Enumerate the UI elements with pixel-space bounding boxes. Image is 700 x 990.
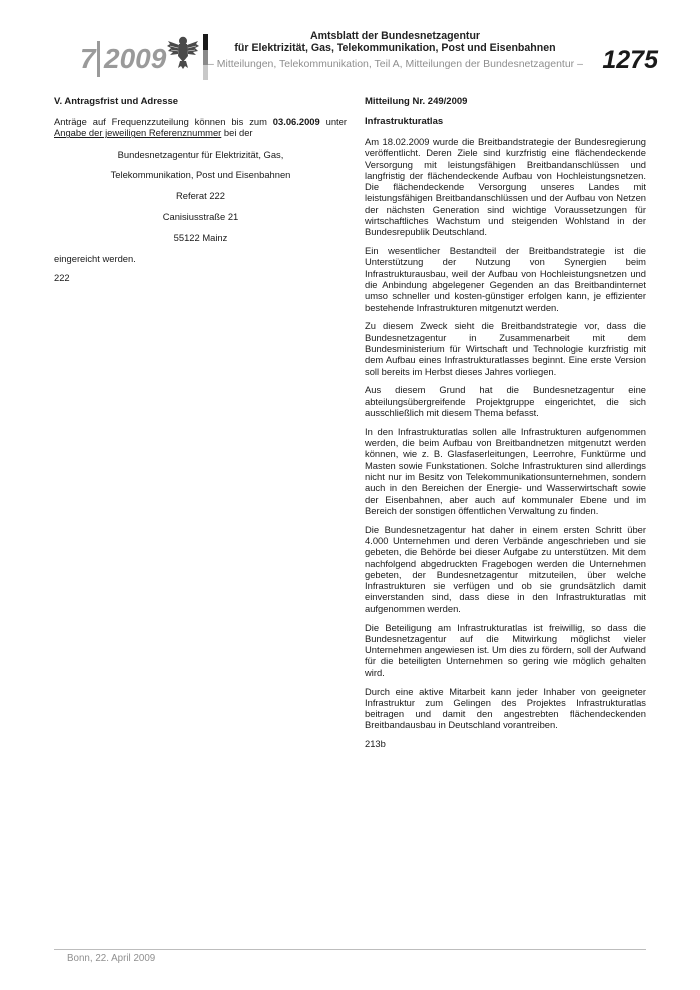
reference-code: 213b	[365, 738, 386, 750]
deadline-date: 03.06.2009	[272, 116, 320, 127]
body-paragraph: Ein wesentlicher Bestandteil der Breitbandstrategie ist die Unterstützung der Nutzung von Synergien beim Infrastrukturausbau, weil der Aufbau von Hochleistungsnetzen und die Anbindung abgelegener Gegenden an das Breitbandinternet umso schneller und kosten-günstiger erfolgen kann, je effizienter bestehende Infrastrukturen mitgenutzt werden.	[365, 245, 646, 313]
section-heading: V. Antragsfrist und Adresse	[54, 96, 179, 107]
issue-divider	[97, 41, 100, 77]
intro-mid: unter	[325, 116, 347, 127]
right-column	[365, 96, 646, 758]
address-line: Canisiusstraße 21	[162, 210, 239, 222]
left-column	[54, 96, 347, 291]
body-paragraph: In den Infrastrukturatlas sollen alle Infrastrukturen aufgenommen werden, die beim Aufbau von Breitbandnetzen mitgenutzt werden können, wie z. B. Glasfaserleitungen, Leerrohre, Funktürme und Masten sowie Funkstationen. Solche Infrastrukturen sind allerdings nicht nur im Besitz von Telekommunikationsunternehmen, sondern auch in den Bereichen der Energie- und Wasserwirtschaft sowie der Eisenbahnen, aber auch auf kommunaler Ebene und im Bereich der sonstigen öffentlichen Verwaltung zu finden.	[365, 425, 646, 516]
federal-eagle-icon	[166, 32, 200, 70]
flag-bars	[203, 34, 208, 80]
closing-text: eingereicht werden.	[54, 252, 136, 264]
gazette-subtitle: – Mitteilungen, Telekommunikation, Teil A, Mitteilungen der Bundesnetzagentur –	[208, 58, 583, 70]
application-intro	[54, 116, 347, 139]
address-line: Telekommunikation, Post und Eisenbahnen	[110, 169, 291, 181]
body-paragraph: Am 18.02.2009 wurde die Breitbandstrategie der Bundesregierung veröffentlicht. Deren Ziele sind kurzfristig eine flächendeckende Versorgung mit leistungsfähigen Breitbandanschlüssen und langfristig der flächendeckende Aufbau von Hochleistungsnetzen. Die flächendeckende Versorgung unseres Landes mit leistungsfähigen Breitbandanschlüssen und der Aufbau von Netzen der nächsten Generation sind wichtige Voraussetzungen für wirtschaftliches Wachstum und steigenden Wohlstand in der Bundesrepublik Deutschland.	[365, 136, 646, 238]
notice-number: Mitteilung Nr. 249/2009	[365, 96, 468, 107]
address-line: 55122 Mainz	[173, 231, 228, 243]
body-paragraph: Die Beteiligung am Infrastrukturatlas ist freiwillig, so dass die Bundesnetzagentur auf die Mitwirkung möglichst vieler Unternehmen angewiesen ist. Um dies zu fördern, soll der Aufwand für die beteiligten Unternehmen so gering wie möglich gehalten wird.	[365, 621, 646, 678]
intro-prefix: Anträge auf Frequenzzuteilung können bis zum	[54, 116, 267, 127]
footer-divider	[54, 949, 646, 950]
intro-suffix: bei der	[223, 127, 253, 139]
gazette-title	[230, 30, 560, 54]
body-paragraph: Aus diesem Grund hat die Bundesnetzagentur eine abteilungsübergreifende Projektgruppe eingerichtet, die sich ausschließlich mit diesem Thema befasst.	[365, 384, 646, 419]
page-number: 1275	[602, 46, 658, 74]
gazette-title-line1: Amtsblatt der Bundesnetzagentur	[309, 30, 481, 42]
body-paragraph: Durch eine aktive Mitarbeit kann jeder Inhaber von geeigneter Infrastruktur zum Gelingen des Projektes Infrastrukturatlas beitragen und damit den angestrebten flächendeckenden Breitbandausbau in Deutschland vorantreiben.	[365, 685, 646, 731]
gazette-title-line2: für Elektrizität, Gas, Telekommunikation, Post und Eisenbahnen	[234, 42, 556, 54]
reference-code: 222	[54, 271, 70, 283]
footer-place-date: Bonn, 22. April 2009	[67, 953, 156, 964]
address-block	[54, 149, 347, 243]
notice-title: Infrastrukturatlas	[365, 116, 444, 127]
address-line: Referat 222	[176, 190, 225, 202]
body-paragraph: Die Bundesnetzagentur hat daher in einem ersten Schritt über 4.000 Unternehmen und deren Verbände angeschrieben und sie gebeten, die Behörde bei dieser Aufgabe zu unterstützen. Mit dem nachfolgend abgedruckten Fragebogen werden die Unternehmen gebeten, der Bundesnetzagentur mitzuteilen, über welche Infrastrukturen sie verfügen und ob sie grundsätzlich damit einverstanden sind, dass diese in den Infrastrukturatlas mit aufgenommen werden.	[365, 523, 646, 614]
body-paragraph: Zu diesem Zweck sieht die Breitbandstrategie vor, dass die Bundesnetzagentur in Zusammenarbeit mit dem Bundesministerium für Wirtschaft und Technologie kurzfristig mit dem Aufbau eines Infrastrukturatlasses beginnt. Eine erste Version soll bereits im Herbst dieses Jahres vorliegen.	[365, 320, 646, 377]
issue-number: 7	[80, 43, 96, 74]
address-line: Bundesnetzagentur für Elektrizität, Gas,	[117, 148, 284, 160]
reference-note: Angabe der jeweiligen Referenznummer	[54, 127, 222, 139]
issue-year: 2009	[104, 43, 167, 74]
